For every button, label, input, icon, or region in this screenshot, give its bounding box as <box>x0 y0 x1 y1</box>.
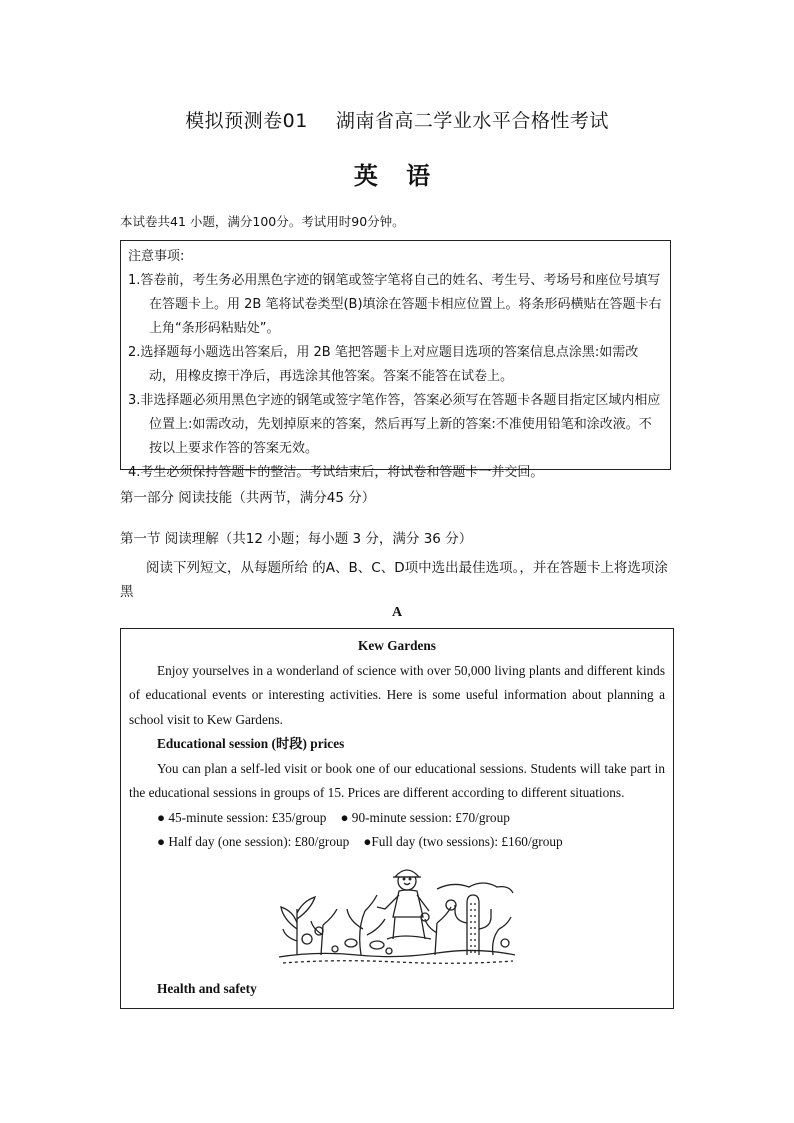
notice-item: 3.非选择题必须用黑色字迹的钢笔或签字笔作答，答案必须写在答题卡各题目指定区域内相应位置上:如需改动，先划掉原来的答案，然后再写上新的答案:不准使用铅笔和涂改液。不按以上要求作答的答案无效。 <box>128 393 661 456</box>
passage-subheading: Health and safety <box>157 980 257 996</box>
exam-intro: 本试卷共41 小题，满分100分。考试用时90分钟。 <box>120 214 405 229</box>
passage-paragraph: You can plan a self-led visit or book one of our educational sessions. Students will take part in the educational sessions in groups of 15. Prices are different according to different situations. <box>129 760 665 800</box>
passage-paragraph: Enjoy yourselves in a wonderland of science with over 50,000 living plants and different kinds of educational events or interesting activities. Here is some useful information about planning a school visit to Kew Gardens. <box>129 662 665 727</box>
price-item: ● Half day (one session): £80/group <box>157 834 350 849</box>
passage-subheading: Educational session (时段) prices <box>157 736 345 751</box>
part-heading: 第一部分 阅读技能（共两节，满分45 分） <box>120 490 376 506</box>
price-item: ● 45-minute session: £35/group <box>157 809 327 825</box>
subject-title: 英 语 <box>353 162 441 190</box>
notice-item: 4.考生必须保持答题卡的整洁。考试结束后，将试卷和答题卡一并交回。 <box>128 465 544 480</box>
passage-box <box>120 628 674 1009</box>
passage-letter: A <box>391 605 403 620</box>
passage-title: Kew Gardens <box>358 638 436 653</box>
exam-title-left: 模拟预测卷01 <box>185 110 308 132</box>
exam-title <box>0 106 794 133</box>
notice-heading: 注意事项: <box>128 249 185 264</box>
reading-instructions: 阅读下列短文，从每题所给 的A、B、C、D项中选出最佳选项。，并在答题卡上将选项涂黑 <box>120 560 668 600</box>
price-item: ● 90-minute session: £70/group <box>340 809 510 825</box>
notice-box <box>120 240 671 480</box>
price-list-row <box>129 806 665 831</box>
exam-title-right: 湖南省高二学业水平合格性考试 <box>335 110 609 132</box>
notice-item: 1.答卷前，考生务必用黑色字迹的钢笔或签字笔将自己的姓名、考生号、考场号和座位号填写在答题卡上。用 2B 笔将试卷类型(B)填涂在答题卡相应位置上。将条形码横贴在答题卡右上角“条形码粘贴处”。 <box>128 273 662 336</box>
section-heading: 第一节 阅读理解（共12 小题；每小题 3 分，满分 36 分） <box>120 531 473 547</box>
gardening-illustration <box>277 859 517 971</box>
notice-item: 2.选择题每小题选出答案后，用 2B 笔把答题卡上对应题目选项的答案信息点涂黑:如需改动，用橡皮擦干净后，再选涂其他答案。答案不能答在试卷上。 <box>128 345 639 384</box>
price-list-row <box>129 830 665 855</box>
price-item: ●Full day (two sessions): £160/group <box>363 834 563 849</box>
